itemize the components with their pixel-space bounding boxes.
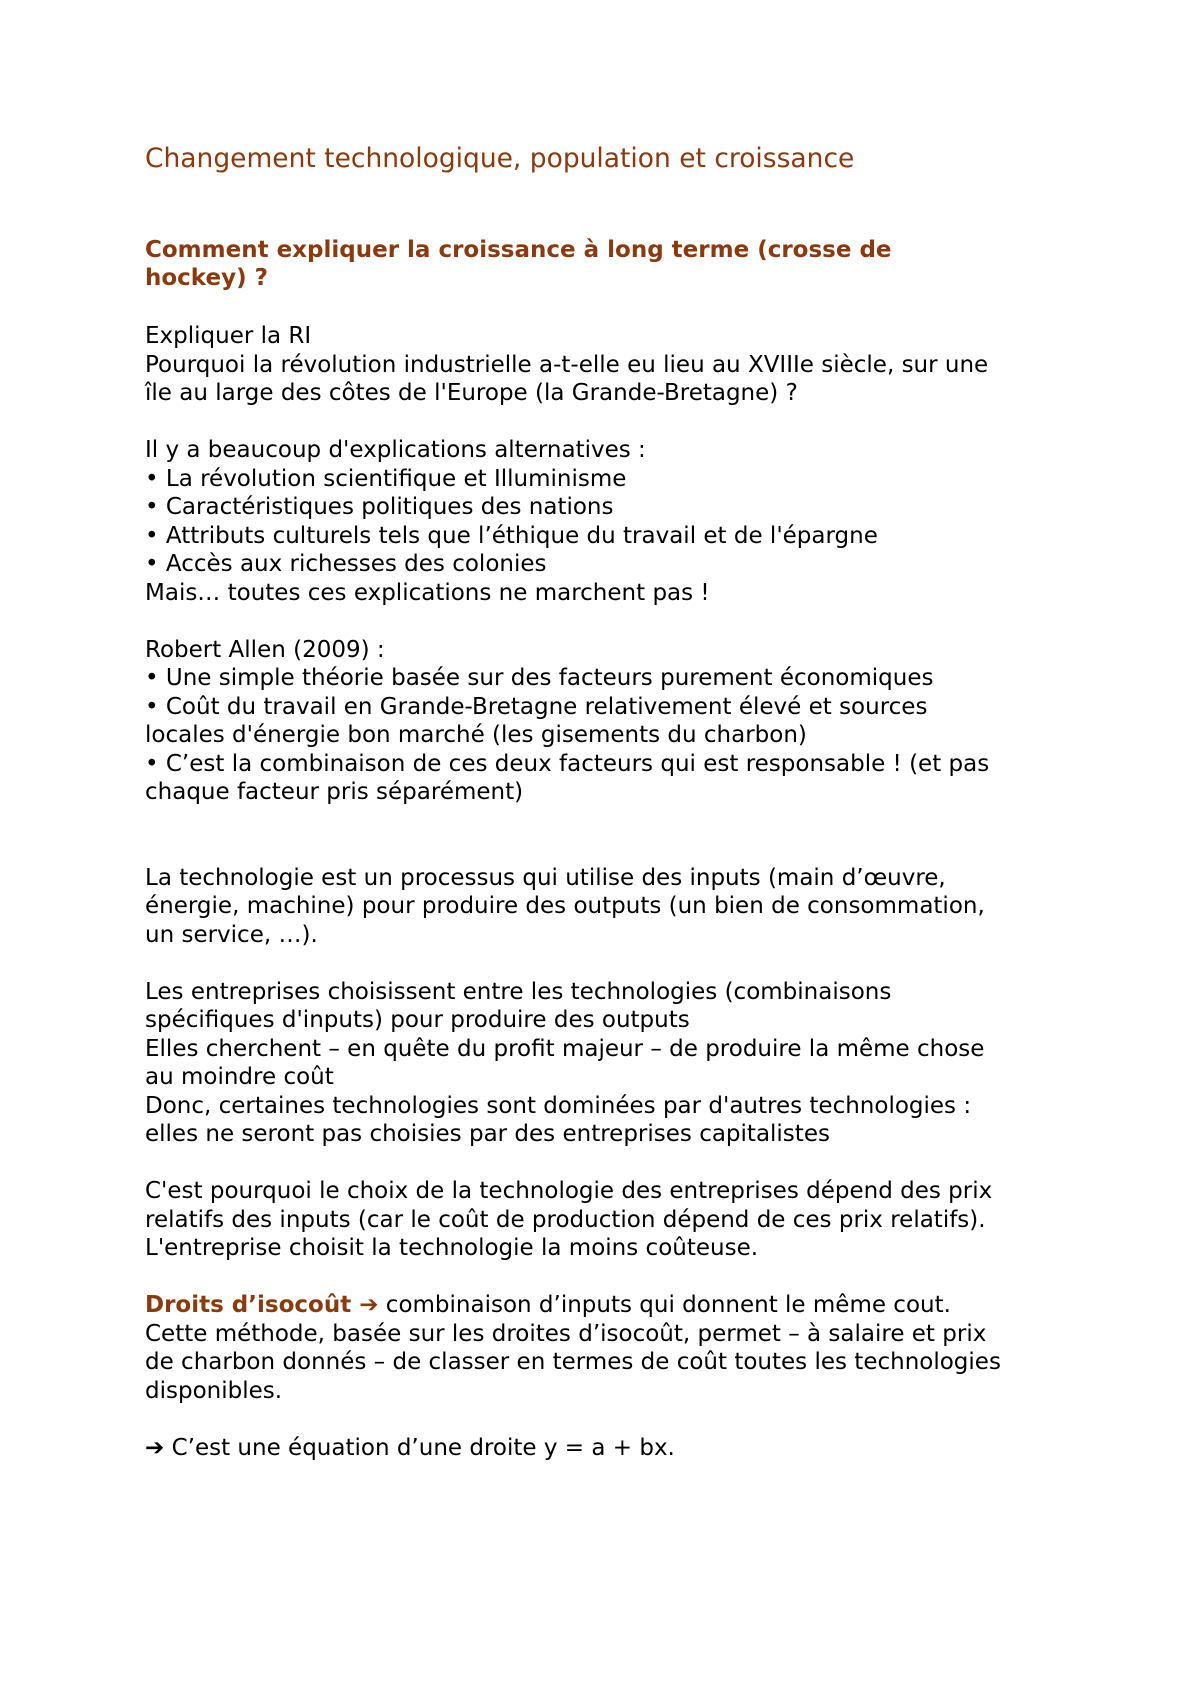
firms-line: spécifiques d'inputs) pour produire des outputs — [145, 1007, 690, 1033]
allen-line: chaque facteur pris séparément) — [145, 779, 524, 805]
isocost-line: Cette méthode, basée sur les droites d’isocoût, permet – à salaire et prix — [145, 1320, 987, 1347]
alternatives-conclusion: Mais… toutes ces explications ne marchent pas ! — [145, 579, 710, 606]
section-subtitle — [145, 236, 1045, 292]
paragraph-spacer — [145, 408, 1075, 437]
paragraph-spacer — [145, 949, 1075, 978]
firms-line: Elles cherchent – en quête du profit majeur – de produire la même chose — [145, 1035, 985, 1062]
allen-line: • Coût du travail en Grande-Bretagne relativement élevé et sources — [145, 693, 928, 720]
document-body — [145, 322, 1075, 1462]
firms-line: Les entreprises choisissent entre les technologies (combinaisons — [145, 978, 892, 1005]
paragraph-spacer — [145, 1263, 1075, 1292]
isocost-line: disponibles. — [145, 1377, 283, 1404]
technology-definition-line: énergie, machine) pour produire des outputs (un bien de consommation, — [145, 893, 985, 919]
arrow-icon: ➔ — [145, 1434, 165, 1461]
isocost-definition — [145, 1291, 1075, 1320]
allen-intro: Robert Allen (2009) : — [145, 636, 385, 663]
subtitle-line: Comment expliquer la croissance à long terme (crosse de — [145, 237, 892, 263]
technology-definition-line: La technologie est un processus qui utilise des inputs (main d’œuvre, — [145, 864, 946, 891]
bullet-item: • Accès aux richesses des colonies — [145, 551, 547, 577]
isocost-definition-text: combinaison d’inputs qui donnent le même cout. — [378, 1292, 951, 1318]
allen-line: • Une simple théorie basée sur des facteurs purement économiques — [145, 665, 934, 691]
bullet-item: • Caractéristiques politiques des nations — [145, 494, 614, 520]
bullet-item: • Attributs culturels tels que l’éthique du travail et de l'épargne — [145, 522, 878, 549]
prices-line: relatifs des inputs (car le coût de production dépend de ces prix relatifs). — [145, 1206, 986, 1233]
firms-line: au moindre coût — [145, 1064, 334, 1090]
equation-text: C’est une équation d’une droite y = a + bx. — [164, 1434, 675, 1461]
section-heading-ri: Expliquer la RI — [145, 323, 312, 349]
paragraph-spacer — [145, 807, 1075, 864]
arrow-icon: ➔ — [359, 1292, 379, 1318]
ri-question-line: Pourquoi la révolution industrielle a-t-elle eu lieu au XVIIIe siècle, sur une — [145, 351, 989, 378]
isocost-line: de charbon donnés – de classer en termes de coût toutes les technologies — [145, 1349, 1001, 1375]
page-title: Changement technologique, population et croissance — [145, 143, 855, 174]
alternatives-intro: Il y a beaucoup d'explications alternatives : — [145, 437, 646, 463]
prices-line: C'est pourquoi le choix de la technologie des entreprises dépend des prix — [145, 1178, 993, 1204]
allen-line: locales d'énergie bon marché (les gisements du charbon) — [145, 722, 807, 748]
bullet-item: • La révolution scientifique et Illuminisme — [145, 465, 627, 492]
paragraph-spacer — [145, 1405, 1075, 1434]
ri-question-line: île au large des côtes de l'Europe (la Grande-Bretagne) ? — [145, 380, 798, 406]
subtitle-line: hockey) ? — [145, 265, 268, 291]
allen-line: • C’est la combinaison de ces deux facteurs qui est responsable ! (et pas — [145, 750, 990, 777]
firms-line: elles ne seront pas choisies par des entreprises capitalistes — [145, 1121, 830, 1147]
technology-definition-line: un service, …). — [145, 921, 318, 948]
paragraph-spacer — [145, 1149, 1075, 1178]
prices-line: L'entreprise choisit la technologie la moins coûteuse. — [145, 1235, 759, 1261]
paragraph-spacer — [145, 607, 1075, 636]
equation-line — [145, 1434, 1075, 1463]
isocost-term: Droits d’isocoût — [145, 1292, 360, 1318]
firms-line: Donc, certaines technologies sont dominées par d'autres technologies : — [145, 1092, 972, 1119]
